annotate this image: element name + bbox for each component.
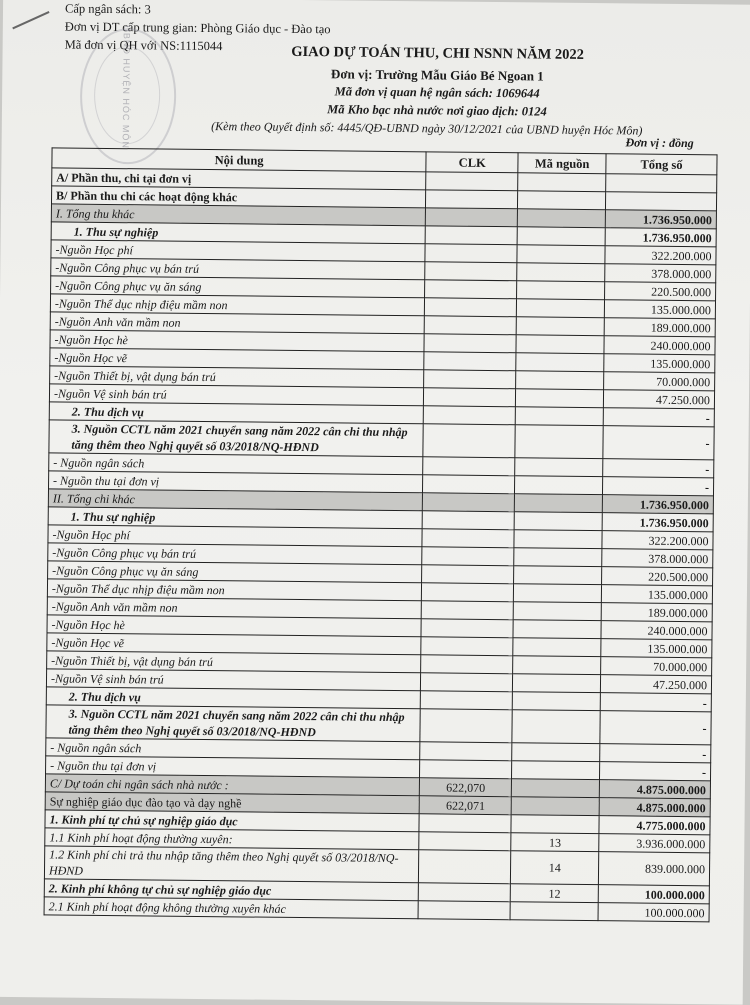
row-total: 4.875.000.000	[599, 780, 710, 799]
row-content: Sự nghiệp giáo dục đào tạo và dạy nghề	[45, 792, 419, 814]
row-source	[518, 209, 606, 228]
row-source	[516, 389, 604, 408]
row-source	[517, 263, 605, 282]
stamp-text: UBND HUYỆN HÓC MÔN	[120, 25, 132, 149]
row-clk	[419, 850, 511, 884]
row-clk	[426, 208, 518, 227]
row-content: -Nguồn Học vẽ	[47, 633, 421, 655]
row-source	[517, 281, 605, 300]
row-content: -Nguồn Thiết bị, vật dụng bán trú	[47, 651, 421, 673]
row-source	[513, 638, 601, 657]
decision-reference: (Kèm theo Quyết định số: 4445/QĐ-UBND ngày 30/12/2021 của UBND huyện Hóc Môn)	[211, 119, 643, 138]
row-total: 220.500.000	[605, 282, 716, 301]
row-source	[515, 425, 603, 459]
row-total: 135.000.000	[604, 354, 715, 373]
row-source	[516, 407, 604, 426]
column-header-content: Nội dung	[52, 148, 427, 172]
row-clk	[426, 190, 518, 209]
row-clk	[425, 280, 517, 299]
row-content: -Nguồn Thể dục nhịp điệu mầm non	[47, 579, 421, 601]
row-source	[517, 299, 605, 318]
row-clk	[424, 334, 516, 353]
row-content: A/ Phần thu, chi tại đơn vị	[52, 168, 426, 190]
row-total: 322.200.000	[605, 246, 716, 265]
row-total: 220.500.000	[602, 567, 713, 586]
row-content: - Nguồn ngân sách	[49, 453, 423, 475]
unit-code: Mã đơn vị QH với NS:1115044	[64, 37, 223, 54]
row-clk	[424, 316, 516, 335]
row-clk	[418, 901, 510, 920]
row-source: 14	[511, 851, 599, 885]
row-total: 135.000.000	[601, 639, 712, 658]
row-clk: 622,071	[419, 796, 511, 815]
row-source: 12	[511, 884, 599, 903]
row-total: 189.000.000	[601, 603, 712, 622]
row-clk	[421, 691, 513, 710]
row-clk	[421, 637, 513, 656]
row-total	[606, 192, 717, 211]
row-clk	[421, 601, 513, 620]
row-clk	[419, 832, 511, 851]
row-total: 47.250.000	[601, 675, 712, 694]
row-total: 135.000.000	[604, 300, 715, 319]
row-content: -Nguồn Công phục vụ ăn sáng	[48, 561, 422, 583]
row-content: 2. Thu dịch vụ	[49, 402, 423, 424]
row-clk	[425, 226, 517, 245]
row-content: - Nguồn ngân sách	[46, 738, 420, 760]
row-content: -Nguồn Vệ sinh bán trú	[46, 669, 420, 691]
budget-relation-code: Mã đơn vị quan hệ ngân sách: 1069644	[334, 84, 540, 101]
row-source	[517, 227, 605, 246]
row-content: -Nguồn Công phục vụ bán trú	[48, 543, 422, 565]
row-source	[510, 902, 598, 921]
row-content: -Nguồn Anh văn mầm non	[47, 597, 421, 619]
row-content: II. Tổng chi khác	[48, 489, 422, 511]
row-clk	[421, 673, 513, 692]
row-total: 240.000.000	[601, 621, 712, 640]
row-source	[515, 458, 603, 477]
row-clk	[426, 172, 518, 191]
pen-mark	[12, 11, 49, 29]
row-clk	[422, 565, 514, 584]
row-content: -Nguồn Học hè	[50, 330, 424, 352]
row-total: -	[600, 744, 711, 763]
row-clk	[424, 388, 516, 407]
row-total: 100.000.000	[598, 885, 709, 904]
row-source	[516, 317, 604, 336]
row-clk	[424, 370, 516, 389]
row-clk	[425, 298, 517, 317]
row-source	[511, 815, 599, 834]
row-total: -	[603, 426, 714, 460]
budget-level: Cấp ngân sách: 3	[64, 1, 151, 17]
budget-table	[44, 147, 718, 922]
row-content: 3. Nguồn CCTL năm 2021 chuyển sang năm 2022 cân chi thu nhập tăng thêm theo Nghị quyết số 03/2018/NQ-HĐND	[49, 420, 424, 457]
column-header-total: Tổng số	[606, 154, 717, 175]
row-clk	[422, 583, 514, 602]
row-total: 4.875.000.000	[599, 798, 710, 817]
row-content: 2. Thu dịch vụ	[46, 687, 420, 709]
row-total: -	[600, 762, 711, 781]
row-content: 1.2 Kinh phí chi trả thu nhập tăng thêm theo Nghị quyết số 03/2018/NQ-HĐND	[44, 846, 419, 883]
row-total: 135.000.000	[601, 585, 712, 604]
row-clk: 622,070	[420, 778, 512, 797]
row-content: 1.1 Kinh phí hoạt động thường xuyên:	[45, 828, 419, 850]
row-content: -Nguồn Học phí	[51, 240, 425, 262]
row-content: 2.1 Kinh phí hoạt động không thường xuyên khác	[44, 897, 418, 919]
row-source	[514, 548, 602, 567]
row-source	[514, 566, 602, 585]
currency-unit: Đơn vị : đồng	[625, 135, 694, 151]
row-clk	[424, 352, 516, 371]
row-content: 3. Nguồn CCTL năm 2021 chuyển sang năm 2022 cân chi thu nhập tăng thêm theo Nghị quyết số 03/2018/NQ-HĐND	[46, 705, 421, 742]
document-title: GIAO DỰ TOÁN THU, CHI NSNN NĂM 2022	[291, 43, 585, 63]
row-source	[513, 674, 601, 693]
row-source	[513, 692, 601, 711]
row-content: I. Tổng thu khác	[51, 204, 425, 226]
row-source	[514, 530, 602, 549]
row-total: 1.736.950.000	[602, 495, 713, 514]
row-source	[513, 602, 601, 621]
row-source	[511, 797, 599, 816]
row-clk	[423, 475, 515, 494]
row-source	[516, 335, 604, 354]
row-clk	[425, 244, 517, 263]
row-clk	[423, 424, 515, 458]
row-clk	[422, 529, 514, 548]
row-source	[512, 761, 600, 780]
column-header-source: Mã nguồn	[518, 153, 606, 174]
row-content: C/ Dự toán chi ngân sách nhà nước :	[45, 774, 419, 796]
row-source: 13	[511, 833, 599, 852]
row-total: 4.775.000.000	[599, 816, 710, 835]
row-source	[515, 494, 603, 513]
row-source	[518, 173, 606, 192]
row-total: 240.000.000	[604, 336, 715, 355]
row-total: 1.736.950.000	[605, 228, 716, 247]
row-clk	[422, 547, 514, 566]
row-total: 47.250.000	[604, 390, 715, 409]
row-content: - Nguồn thu tại đơn vị	[49, 471, 423, 493]
row-content: 1. Kinh phí tự chủ sự nghiệp giáo dục	[45, 810, 419, 832]
column-header-clk: CLK	[426, 152, 518, 173]
row-content: - Nguồn thu tại đơn vị	[46, 756, 420, 778]
row-content: B/ Phần thu chi các hoạt động khác	[51, 186, 425, 208]
row-content: -Nguồn Công phục vụ ăn sáng	[51, 276, 425, 298]
row-total: 378.000.000	[602, 549, 713, 568]
row-source	[512, 710, 600, 744]
row-total: -	[600, 711, 711, 745]
row-content: 1. Thu sự nghiệp	[48, 507, 422, 529]
row-total: -	[603, 459, 714, 478]
row-total: 3.936.000.000	[599, 834, 710, 853]
row-content: -Nguồn Học hè	[47, 615, 421, 637]
row-total	[606, 174, 717, 193]
intermediate-unit: Đơn vị DT cấp trung gian: Phòng Giáo dục - Đào tạo	[64, 19, 331, 37]
row-total: -	[600, 693, 711, 712]
row-source	[516, 353, 604, 372]
row-source	[518, 191, 606, 210]
row-clk	[419, 883, 511, 902]
row-source	[516, 371, 604, 390]
row-clk	[421, 619, 513, 638]
row-content: -Nguồn Thiết bị, vật dụng bán trú	[50, 366, 424, 388]
row-content: 2. Kinh phí không tự chủ sự nghiệp giáo dục	[44, 879, 418, 901]
row-total: 70.000.000	[604, 372, 715, 391]
row-clk	[425, 262, 517, 281]
row-total: 322.200.000	[602, 531, 713, 550]
row-clk	[419, 814, 511, 833]
row-total: 1.736.950.000	[605, 210, 716, 229]
row-clk	[423, 457, 515, 476]
unit-name: Đơn vị: Trường Mẫu Giáo Bé Ngoan 1	[330, 66, 544, 84]
row-source	[514, 584, 602, 603]
row-clk	[420, 709, 512, 743]
row-clk	[424, 406, 516, 425]
row-source	[512, 743, 600, 762]
row-content: -Nguồn Vệ sinh bán trú	[49, 384, 423, 406]
row-content: 1. Thu sự nghiệp	[51, 222, 425, 244]
row-total: -	[603, 477, 714, 496]
row-content: -Nguồn Học vẽ	[50, 348, 424, 370]
row-clk	[423, 493, 515, 512]
row-content: -Nguồn Anh văn mầm non	[50, 312, 424, 334]
row-total: -	[603, 408, 714, 427]
row-source	[514, 512, 602, 531]
row-content: -Nguồn Thể dục nhịp điệu mầm non	[50, 294, 424, 316]
row-content: -Nguồn Công phục vụ bán trú	[51, 258, 425, 280]
row-source	[515, 476, 603, 495]
row-total: 100.000.000	[598, 903, 709, 922]
row-total: 839.000.000	[599, 852, 710, 886]
row-clk	[422, 511, 514, 530]
row-source	[513, 620, 601, 639]
row-clk	[420, 760, 512, 779]
row-source	[512, 779, 600, 798]
treasury-code: Mã Kho bạc nhà nước nơi giao dịch: 0124	[327, 102, 547, 119]
row-total: 189.000.000	[604, 318, 715, 337]
row-clk	[421, 655, 513, 674]
row-content: -Nguồn Học phí	[48, 525, 422, 547]
row-total: 378.000.000	[605, 264, 716, 283]
row-source	[513, 656, 601, 675]
row-source	[517, 245, 605, 264]
row-clk	[420, 742, 512, 761]
row-total: 1.736.950.000	[602, 513, 713, 532]
row-total: 70.000.000	[601, 657, 712, 676]
